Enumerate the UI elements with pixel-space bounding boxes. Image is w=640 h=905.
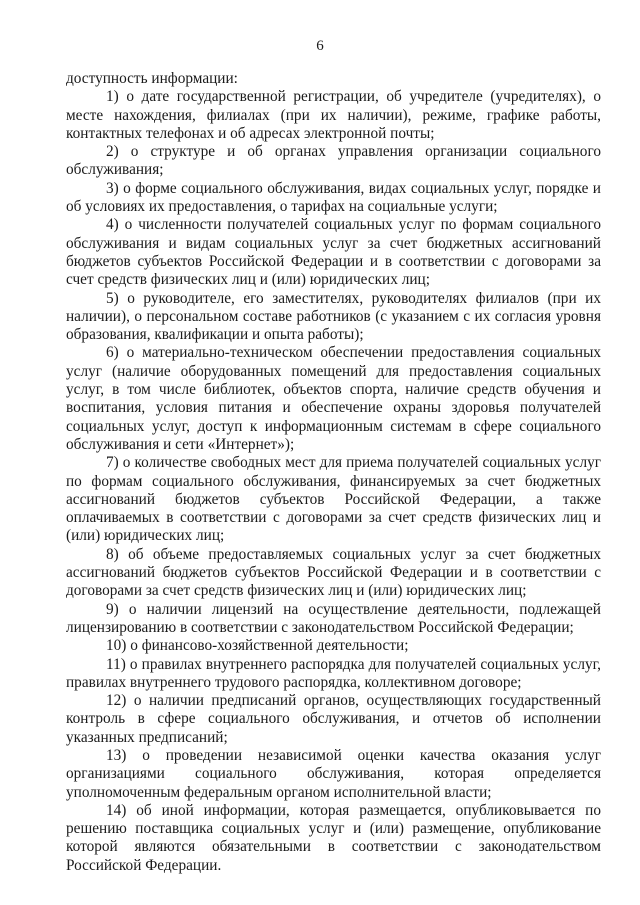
- list-item-4: 4) о численности получателей социальных услуг по формам социального обслуживания и видам социальных услуг за счет бюджетных ассигнований бюджетов субъектов Российской Федерации и в соответствии с договорами за счет средств физических лиц и (или) юридических лиц;: [66, 216, 601, 289]
- page-number: 6: [316, 38, 324, 54]
- list-item-2: 2) о структуре и об органах управления организации социального обслуживания;: [66, 143, 601, 179]
- list-item-6: 6) о материально-техническом обеспечении предоставления социальных услуг (наличие оборудованных помещений для предоставления социальных услуг, в том числе библиотек, объектов спорта, наличие средств обучения и воспитания, условия питания и обеспечение охраны здоровья получателей социальных услуг, доступ к информационным системам в сфере социального обслуживания и сети «Интернет»);: [66, 344, 601, 453]
- list-item-14: 14) об иной информации, которая размещается, опубликовывается по решению поставщика социальных услуг и (или) размещение, опубликование которой являются обязательными в соответствии с законодательством Российской Федерации.: [66, 801, 601, 874]
- list-item-9: 9) о наличии лицензий на осуществление деятельности, подлежащей лицензированию в соответствии с законодательством Российской Федерации;: [66, 600, 601, 636]
- document-body: [66, 70, 601, 875]
- list-item-11: 11) о правилах внутреннего распорядка для получателей социальных услуг, правилах внутреннего трудового распорядка, коллективном договоре;: [66, 655, 601, 691]
- list-item-8: 8) об объеме предоставляемых социальных услуг за счет бюджетных ассигнований бюджетов субъектов Российской Федерации и в соответствии с договорами за счет средств физических лиц и (или) юридических лиц;: [66, 545, 601, 600]
- list-item-1: 1) о дате государственной регистрации, об учредителе (учредителях), о месте нахождения, филиалах (при их наличии), режиме, графике работы, контактных телефонах и об адресах электронной почты;: [66, 88, 601, 142]
- list-item-10: 10) о финансово-хозяйственной деятельности;: [106, 637, 409, 655]
- intro-line: доступность информации:: [66, 70, 238, 87]
- list-item-13: 13) о проведении независимой оценки качества оказания услуг организациями социального обслуживания, которая определяется уполномоченным федеральным органом исполнительной власти;: [66, 746, 601, 801]
- list-item-5: 5) о руководителе, его заместителях, руководителях филиалов (при их наличии), о персональном составе работников (с указанием с их согласия уровня образования, квалификации и опыта работы);: [66, 289, 601, 344]
- list-item-3: 3) о форме социального обслуживания, видах социальных услуг, порядке и об условиях их предоставления, о тарифах на социальные услуги;: [66, 179, 601, 216]
- list-item-12: 12) о наличии предписаний органов, осуществляющих государственный контроль в сфере социального обслуживания, и отчетов об исполнении указанных предписаний;: [66, 692, 601, 746]
- list-item-7: 7) о количестве свободных мест для приема получателей социальных услуг по формам социального обслуживания, финансируемых за счет бюджетных ассигнований бюджетов субъектов Российской Федерации, а также оплачиваемых в соответствии с договорами за счет средств физических лиц и (или) юридических лиц;: [66, 454, 601, 545]
